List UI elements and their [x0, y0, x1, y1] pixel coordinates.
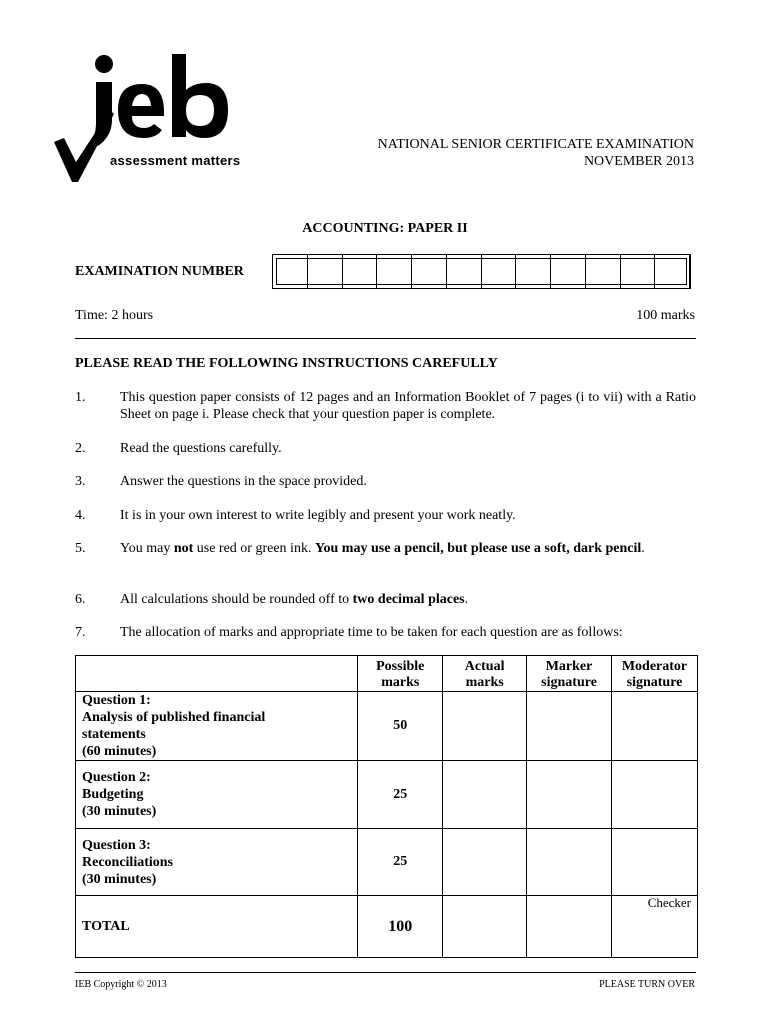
logo-tagline: assessment matters — [110, 153, 241, 168]
footer-divider — [75, 972, 696, 973]
instruction-item: 7. The allocation of marks and appropriate time to be taken for each question are as follows: — [75, 625, 623, 640]
actual-marks-cell[interactable] — [443, 761, 527, 829]
question-cell: Question 3: Reconciliations (30 minutes) — [76, 829, 358, 896]
time-allowed: Time: 2 hours — [75, 308, 154, 323]
exam-number-cell[interactable] — [308, 255, 343, 288]
instruction-item: 1. This question paper consists of 12 pages and an Information Booklet of 7 pages (i to vii) with a Ratio Sheet on page i. Please check that your question paper is complete. — [75, 390, 696, 422]
exam-number-cell[interactable] — [482, 255, 517, 288]
total-possible-marks: 100 — [358, 896, 443, 958]
header-moderator-signature: Moderator signature — [612, 656, 698, 692]
instruction-item: 2. Read the questions carefully. — [75, 441, 282, 456]
marks-allocation-table — [75, 655, 698, 958]
exam-header-line2: NOVEMBER 2013 — [583, 154, 694, 169]
total-actual-marks-cell[interactable] — [443, 896, 527, 958]
question-cell: Question 1: Analysis of published financial statements (60 minutes) — [76, 692, 358, 761]
header-possible-marks: Possible marks — [358, 656, 443, 692]
checker-label: Checker — [647, 895, 691, 910]
actual-marks-cell[interactable] — [443, 829, 527, 896]
instruction-item: 3. Answer the questions in the space provided. — [75, 474, 367, 489]
table-row — [76, 829, 698, 896]
total-row — [76, 896, 698, 958]
paper-title: ACCOUNTING: PAPER II — [302, 221, 468, 236]
footer-turn-over: PLEASE TURN OVER — [599, 979, 695, 990]
table-row — [76, 761, 698, 829]
marker-signature-cell[interactable] — [527, 829, 612, 896]
possible-marks-cell: 25 — [358, 829, 443, 896]
instruction-item: 6. All calculations should be rounded off to two decimal places. — [75, 592, 469, 607]
moderator-signature-cell[interactable] — [612, 761, 698, 829]
actual-marks-cell[interactable] — [443, 692, 527, 761]
total-marks: 100 marks — [636, 308, 695, 323]
instructions-heading: PLEASE READ THE FOLLOWING INSTRUCTIONS CAREFULLY — [75, 356, 498, 371]
exam-number-cell[interactable] — [586, 255, 621, 288]
total-marker-signature-cell[interactable] — [527, 896, 612, 958]
exam-header-line1: NATIONAL SENIOR CERTIFICATE EXAMINATION — [377, 137, 694, 152]
exam-number-cell[interactable] — [377, 255, 412, 288]
possible-marks-cell: 25 — [358, 761, 443, 829]
possible-marks-cell: 50 — [358, 692, 443, 761]
footer-copyright: IEB Copyright © 2013 — [75, 979, 167, 990]
exam-number-cell[interactable] — [343, 255, 378, 288]
total-label: TOTAL — [76, 896, 358, 958]
header-actual-marks: Actual marks — [443, 656, 527, 692]
moderator-signature-cell[interactable] — [612, 692, 698, 761]
question-cell: Question 2: Budgeting (30 minutes) — [76, 761, 358, 829]
checker-cell[interactable] — [612, 896, 698, 958]
exam-number-cell[interactable] — [273, 255, 308, 288]
exam-number-cell[interactable] — [447, 255, 482, 288]
marker-signature-cell[interactable] — [527, 692, 612, 761]
table-header-row — [76, 656, 698, 692]
i-dot — [95, 55, 113, 73]
exam-number-grid[interactable] — [272, 254, 691, 289]
exam-number-cell[interactable] — [655, 255, 690, 288]
header-marker-signature: Marker signature — [527, 656, 612, 692]
instruction-item: 5. You may not use red or green ink. You may use a pencil, but please use a soft, dark pencil. — [75, 541, 645, 556]
exam-number-cell[interactable] — [412, 255, 447, 288]
divider — [75, 338, 696, 339]
exam-number-label: EXAMINATION NUMBER — [75, 264, 244, 279]
exam-number-cell[interactable] — [516, 255, 551, 288]
table-row — [76, 692, 698, 761]
moderator-signature-cell[interactable] — [612, 829, 698, 896]
exam-number-cell[interactable] — [551, 255, 586, 288]
instruction-item: 4. It is in your own interest to write legibly and present your work neatly. — [75, 508, 516, 523]
marker-signature-cell[interactable] — [527, 761, 612, 829]
exam-number-cell[interactable] — [621, 255, 656, 288]
